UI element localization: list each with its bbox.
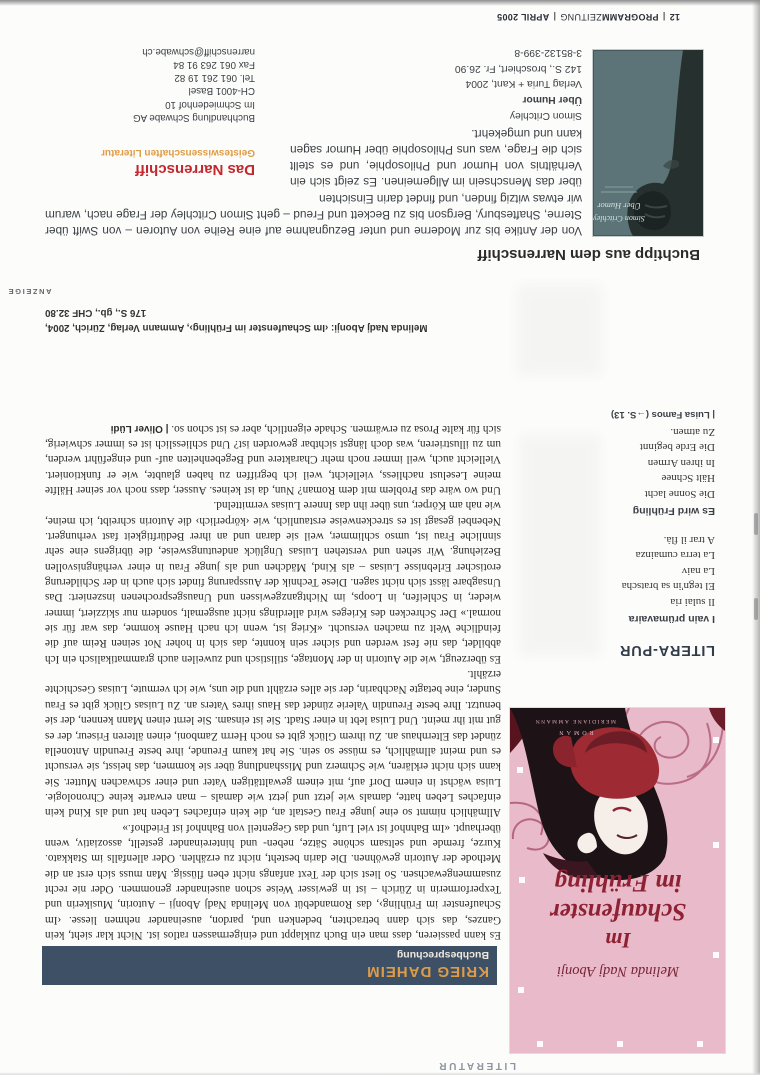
poem-line: El tegn'in sa bratscha — [621, 580, 715, 593]
cover-title-line3: im Frühling — [554, 869, 682, 896]
contact-line: Buchhandlung Schwabe AG — [132, 112, 255, 123]
ad-book-title: Über Humor — [522, 94, 582, 106]
contact-line: narrenschiff@schwabe.ch — [142, 45, 255, 57]
poem-german — [640, 423, 715, 501]
poem-line: Hält Schnee — [661, 472, 715, 485]
article-paragraph — [45, 420, 501, 497]
anzeige-label: ANZEIGE — [7, 287, 52, 296]
poem-line: Zu atmen. — [670, 425, 715, 438]
cover-author: Melinda Nadj Abonji — [556, 963, 680, 979]
scan-dot — [713, 952, 719, 958]
contact-line: Fax 061 263 91 84 — [173, 58, 255, 70]
cover-imprint-publisher: MERIDIANE AMMANN — [534, 718, 616, 724]
book-cover-im-schaufenster — [510, 708, 725, 1053]
bookshop-logo: Das Narrenschiff — [134, 161, 255, 178]
review-article — [45, 420, 501, 942]
scan-dot — [617, 1041, 623, 1047]
credit-line-2: 176 S., gb., CHF 32.80 — [45, 307, 147, 318]
footer-separator: | — [553, 12, 557, 22]
review-kicker: KRIEG DAHEIM — [366, 963, 489, 980]
poem-title-rumantsch: I vain prümavaira — [628, 613, 715, 625]
contact-line: CH-4001 Basel — [188, 85, 255, 97]
page-footer — [497, 12, 680, 22]
review-kicker-bar — [42, 946, 497, 985]
ad-body-narrow: über das Menschsein im Allgemeinen. Es zeigt sich ein Verhältnis von Humor und Philosophie, und es stellt sich die Frage, was uns Philosophie über Humor sagen kann und umgekehrt. — [290, 126, 582, 190]
ad-body-wide: Von der Antike bis zur Moderne und unter Bezugnahme auf eine Reihe von Autoren – von Swift über Sterne, Shaftesbury, Bergson bis zu Beckett und Freud – geht Simon Critchley der Frage nach, warum wir etwas witzig finden, und findet darin Einsichten — [45, 191, 582, 238]
review-kicker-subtitle: Buchbesprechung — [396, 949, 489, 961]
article-byline: | Oliver Lüdi — [110, 422, 169, 434]
contact-line: Im Schmiedenhof 10 — [165, 98, 255, 110]
poem-rumantsch — [622, 531, 715, 609]
ad-book-cover-illustration — [593, 50, 703, 236]
poem-line: Die Erde beginnt — [639, 441, 715, 454]
page-number: 12 — [669, 12, 680, 22]
ad-headline: Buchtipp aus dem Narrenschiff — [477, 246, 700, 263]
bleed-through-ghost — [520, 435, 600, 655]
ad-book-author: Simon Critchley — [509, 110, 582, 121]
poem-line: Die Sonne lacht — [644, 488, 715, 500]
poem-line: La naiv — [681, 564, 715, 577]
section-label-literatur: LITERATUR — [436, 1060, 516, 1071]
ad-book-info — [455, 44, 582, 123]
contact-line: Tel. 061 261 19 82 — [174, 72, 255, 84]
poem-line: In ihren Armen — [647, 456, 715, 469]
cover-title-line2: Schaufenster — [549, 898, 687, 925]
scan-dot — [713, 842, 719, 848]
book-credit-line — [45, 305, 460, 335]
poem-line: La terra cumainza — [635, 549, 715, 562]
article-paragraph: Es kann passieren, dass man ein Buch zuklappt und einigermassen ratlos ist. Nicht klar sieht, kein Ganzes, das sich dann betrachten, bedenken und, pardon, auseinander nehmen liesse. ‹Im Schaufenster im Frühling›, das Romandebüt von Melinda Nadj Abonji – Autorin, Musikerin und Texperformerin in Zürich – ist in gewisser Weise schon auseinander genommen. Oder nie recht zusammengewachsen. So liest sich der Text anfangs nicht eben flüssig. Man muss sich erst an die Methode der Autorin gewöhnen. Die darin besteht, nicht zu erzählen. Oder allenfalls im Stakkato. Kurze, fremde und seltsam schöne Sätze, neben- und hintereinander gestellt, assoziativ, wenn überhaupt. «Im Bahnhof ist viel Luft, und das Gegenteil von Bahnhof ist Friedhof.» — [45, 821, 501, 941]
scan-edge-shadow — [0, 0, 760, 6]
scan-dot — [518, 987, 524, 993]
ad-cover-title: Über Humor — [597, 201, 641, 211]
ad-cover-author: Simon Critchley — [593, 214, 645, 223]
scan-edge-shadow — [752, 0, 760, 1075]
credit-line-1: Melinda Nadj Abonji: ‹Im Schaufenster im Frühling›, Ammann Verlag, Zürich, 2004, — [45, 322, 428, 333]
ad-book-publisher: Verlag Turia + Kant, 2004 — [465, 78, 582, 90]
sidebar-header-litera-pur: LITERA-PUR — [619, 642, 715, 658]
book-cover-illustration — [510, 708, 725, 1053]
article-paragraph: Allmählich nimmt so eine junge Frau Gestalt an, die kein einfaches Leben hat und als Kind kein einfaches Leben hatte, damals wie jetzt und jetzt wie damals – man erwarte keine Chronologie. Luisa wächst in einem Dorf auf, mit einem gewalttätigen Vater und einer schwachen Mutter. Sie kann sich nicht erklären, wie Schmerz und Misshandlung über sie kommen, das heisst, sie versucht es und meint allmählich, es müsse so sein. Sie hat kaum Freunde, ihre beste Freundin Antonella zündet das Elternhaus an. Zu ihrem Glück gibt es noch Herrn Zamboni, einen älteren Friseur, der es gut mit ihr meint. Und Luisa lebt in einer Stadt. Sie ist einsam. Sie lernt einen Mann kennen, der sie benutzt. Ihre beste Freundin Valerie zündet das Haus ihres Vaters an. Zu Luisas Glück gibt es Frau Sunder, eine betagte Nachbarin, der sie alles erzählt und die uns, wie ich vermute, Luisas Geschichte erzählt. — [45, 668, 501, 819]
cover-imprint-roman: ROMAN — [556, 729, 594, 735]
poem-attribution: | Luisa Famos (→S. 13) — [610, 409, 715, 420]
poem-line: A trar il flà. — [663, 533, 715, 546]
footer-separator: | — [662, 12, 666, 22]
scan-dot — [697, 1041, 703, 1047]
scan-dot — [713, 737, 719, 743]
bookshop-contact — [133, 44, 255, 124]
scan-dot — [517, 767, 523, 773]
poem-line: Il sulai ria — [670, 596, 715, 608]
binding-mark — [754, 513, 758, 535]
issue-date: APRIL 2005 — [496, 12, 550, 22]
article-paragraph: Es überzeugt, wie die Autorin in der Montage, stilistisch und zuweilen auch grammatikalisch ein Ich abbildet, das nie fest werden und sicher sein konnte, das sich in hoher Not seinen Reim auf die feindliche Welt zu machen versucht. «Krieg ist, wenn ich nach Hause komme, das war für sie normal.» Der Schrecken des Krieges wird allerdings nicht ausgemalt, sondern nur skizziert, immer wieder, in Schleifen, in Loops, im Nichtganzgewissen und Unausgesprochenen inszeniert: Das Unsagbare lässt sich nicht sagen. Diese Technik der Aussparung findet sich auch in der Schilderung erotischer Erlebnisse Luisas – als Kind, Mädchen und als junge Frau in einer verhängnisvollen Beziehung. Wir sehen und verstehen Luisas Unglück andeutungsweise, die übrigens eine sehr sinnliche Frau ist, umso schlimmer, weil sie daran und an ihrer Bedürftigkeit fast verhungert. Nebenbei gesagt ist es streckenweise erstaunlich, wie ‹körperlich› die Autorin schreibt, ich meine, wie nah am Körper, uns über ihn das Innere Luisas vermittelnd. — [45, 499, 501, 665]
ad-body-text — [45, 126, 582, 239]
ad-book-isbn: 3-85132-399-8 — [514, 46, 582, 58]
cover-title-line1: Im — [605, 928, 631, 953]
ad-book-details: 142 S., broschiert, Fr. 26.90 — [454, 62, 582, 74]
magazine-name-light: ZEITUNG — [560, 12, 602, 22]
article-paragraph-text: Und wo wäre das Problem mit dem Roman? Nun, da ist keines. Ausser, dass noch vor seiner Hälfte meine Leselust nachliess, vielleicht, weil ich begriffen zu haben glaubte, wie er funktioniert. Vielleicht auch, weil immer noch mehr Charaktere und Begebenheiten auf- und eingeführt werden, um zu illustrieren, was doch längst sichtbar geworden ist? Und schliesslich ist es immer schwierig, sich für kalte Prosa zu erwärmen. Schade eigentlich, aber es ist schon so. — [45, 422, 501, 497]
bleed-through-ghost — [517, 285, 602, 375]
ad-book-cover-ueber-humor — [593, 50, 703, 236]
scan-dot — [519, 877, 525, 883]
poem-title-german: Es wird Frühling — [632, 505, 715, 517]
scan-dot — [537, 1041, 543, 1047]
bookshop-logo-subtitle: Geisteswissenschaften Literatur — [101, 147, 255, 158]
magazine-name-bold: PROGRAMM — [601, 12, 659, 22]
binding-mark — [754, 598, 758, 620]
